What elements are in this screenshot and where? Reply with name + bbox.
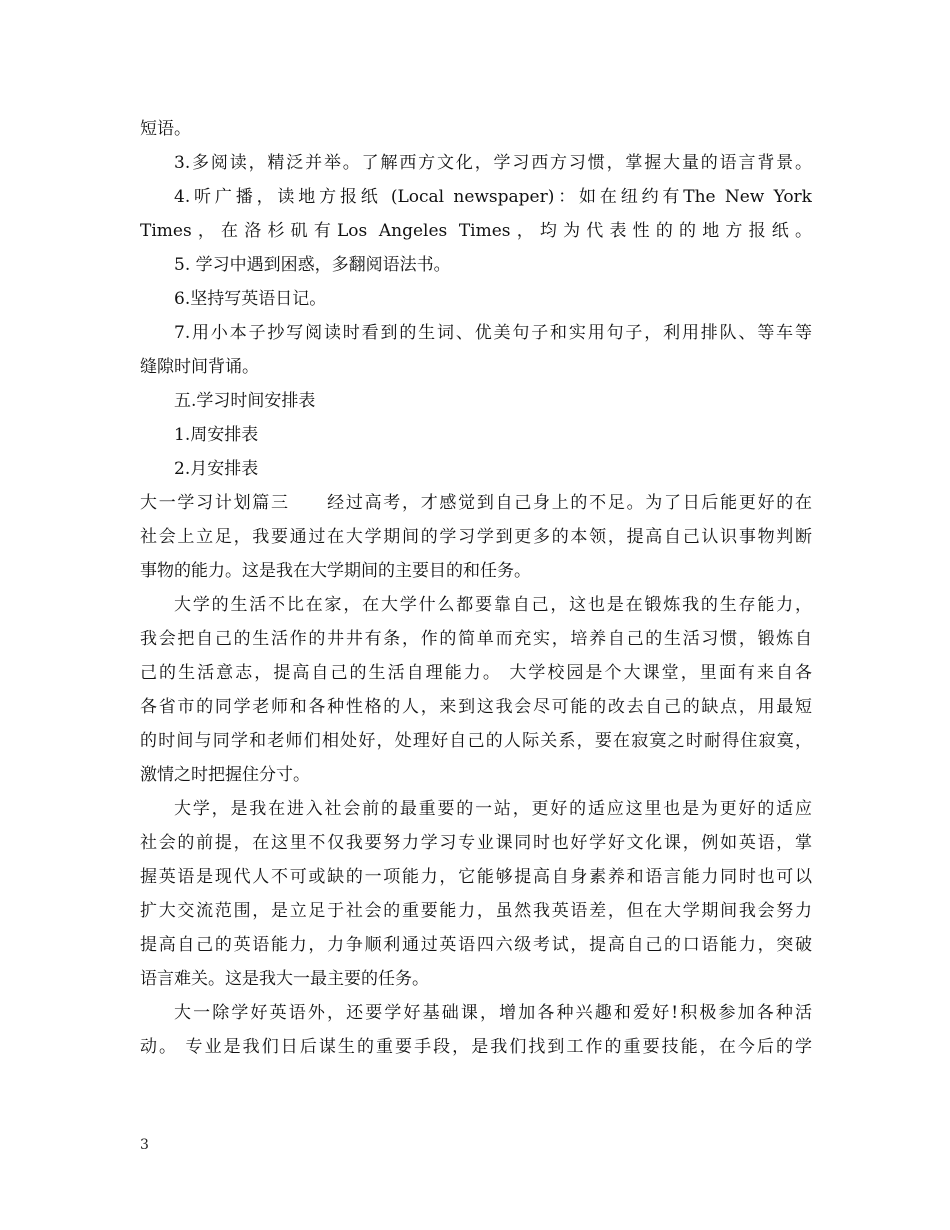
text-line: 握英语是现代人不可或缺的一项能力，它能够提高自身素养和语言能力同时也可以 bbox=[140, 867, 812, 887]
page-number: 3 bbox=[140, 1137, 149, 1153]
text-line: 大学，是我在进入社会前的最重要的一站，更好的适应这里也是为更好的适应 bbox=[174, 799, 812, 819]
text-line: 语言难关。这是我大一最主要的任务。 bbox=[140, 969, 429, 989]
text-line: 1.周安排表 bbox=[174, 425, 259, 445]
text-line: 扩大交流范围，是立足于社会的重要能力，虽然我英语差，但在大学期间我会努力 bbox=[140, 901, 812, 921]
text-line: 事物的能力。这是我在大学期间的主要目的和任务。 bbox=[140, 561, 531, 581]
text-line: 3.多阅读，精泛并举。了解西方文化，学习西方习惯，掌握大量的语言背景。 bbox=[174, 153, 812, 173]
text-line: 大一学习计划篇三 经过高考，才感觉到自己身上的不足。为了日后能更好的在 bbox=[140, 493, 812, 513]
text-line: 我会把自己的生活作的井井有条，作的简单而充实，培养自己的生活习惯，锻炼自 bbox=[140, 629, 812, 649]
document-body bbox=[140, 112, 812, 1064]
text-line: 2.月安排表 bbox=[174, 459, 259, 479]
text-line: 激情之时把握住分寸。 bbox=[140, 765, 310, 785]
text-line: 社会上立足，我要通过在大学期间的学习学到更多的本领，提高自己认识事物判断 bbox=[140, 527, 812, 547]
text-line: 缝隙时间背诵。 bbox=[140, 357, 259, 377]
text-line: 5. 学习中遇到困惑，多翻阅语法书。 bbox=[174, 255, 451, 275]
text-line: 社会的前提，在这里不仅我要努力学习专业课同时也好学好文化课，例如英语，掌 bbox=[140, 833, 812, 853]
text-line: 动。 专业是我们日后谋生的重要手段，是我们找到工作的重要技能，在今后的学 bbox=[140, 1037, 812, 1057]
text-line: 大学的生活不比在家，在大学什么都要靠自己，这也是在锻炼我的生存能力， bbox=[174, 595, 812, 615]
section-heading: 五.学习时间安排表 bbox=[174, 391, 316, 411]
text-line: 提高自己的英语能力，力争顺利通过英语四六级考试，提高自己的口语能力，突破 bbox=[140, 935, 812, 955]
text-line: 大一除学好英语外，还要学好基础课，增加各种兴趣和爱好!积极参加各种活 bbox=[174, 1003, 812, 1023]
text-line: 己的生活意志，提高自己的生活自理能力。 大学校园是个大课堂，里面有来自各 bbox=[140, 663, 812, 683]
text-line: 6.坚持写英语日记。 bbox=[174, 289, 327, 309]
text-line: 各省市的同学老师和各种性格的人，来到这我会尽可能的改去自己的缺点，用最短 bbox=[140, 697, 812, 717]
text-line: 短语。 bbox=[140, 119, 191, 139]
text-line: Times，在洛杉矶有Los Angeles Times，均为代表性的的地方报纸。 bbox=[140, 221, 812, 241]
text-line: 的时间与同学和老师们相处好，处理好自己的人际关系，要在寂寞之时耐得住寂寞， bbox=[140, 731, 812, 751]
text-line: 4.听广播，读地方报纸 (Local newspaper)：如在纽约有The New York bbox=[174, 187, 812, 207]
text-line: 7.用小本子抄写阅读时看到的生词、优美句子和实用句子，利用排队、等车等 bbox=[174, 323, 812, 343]
